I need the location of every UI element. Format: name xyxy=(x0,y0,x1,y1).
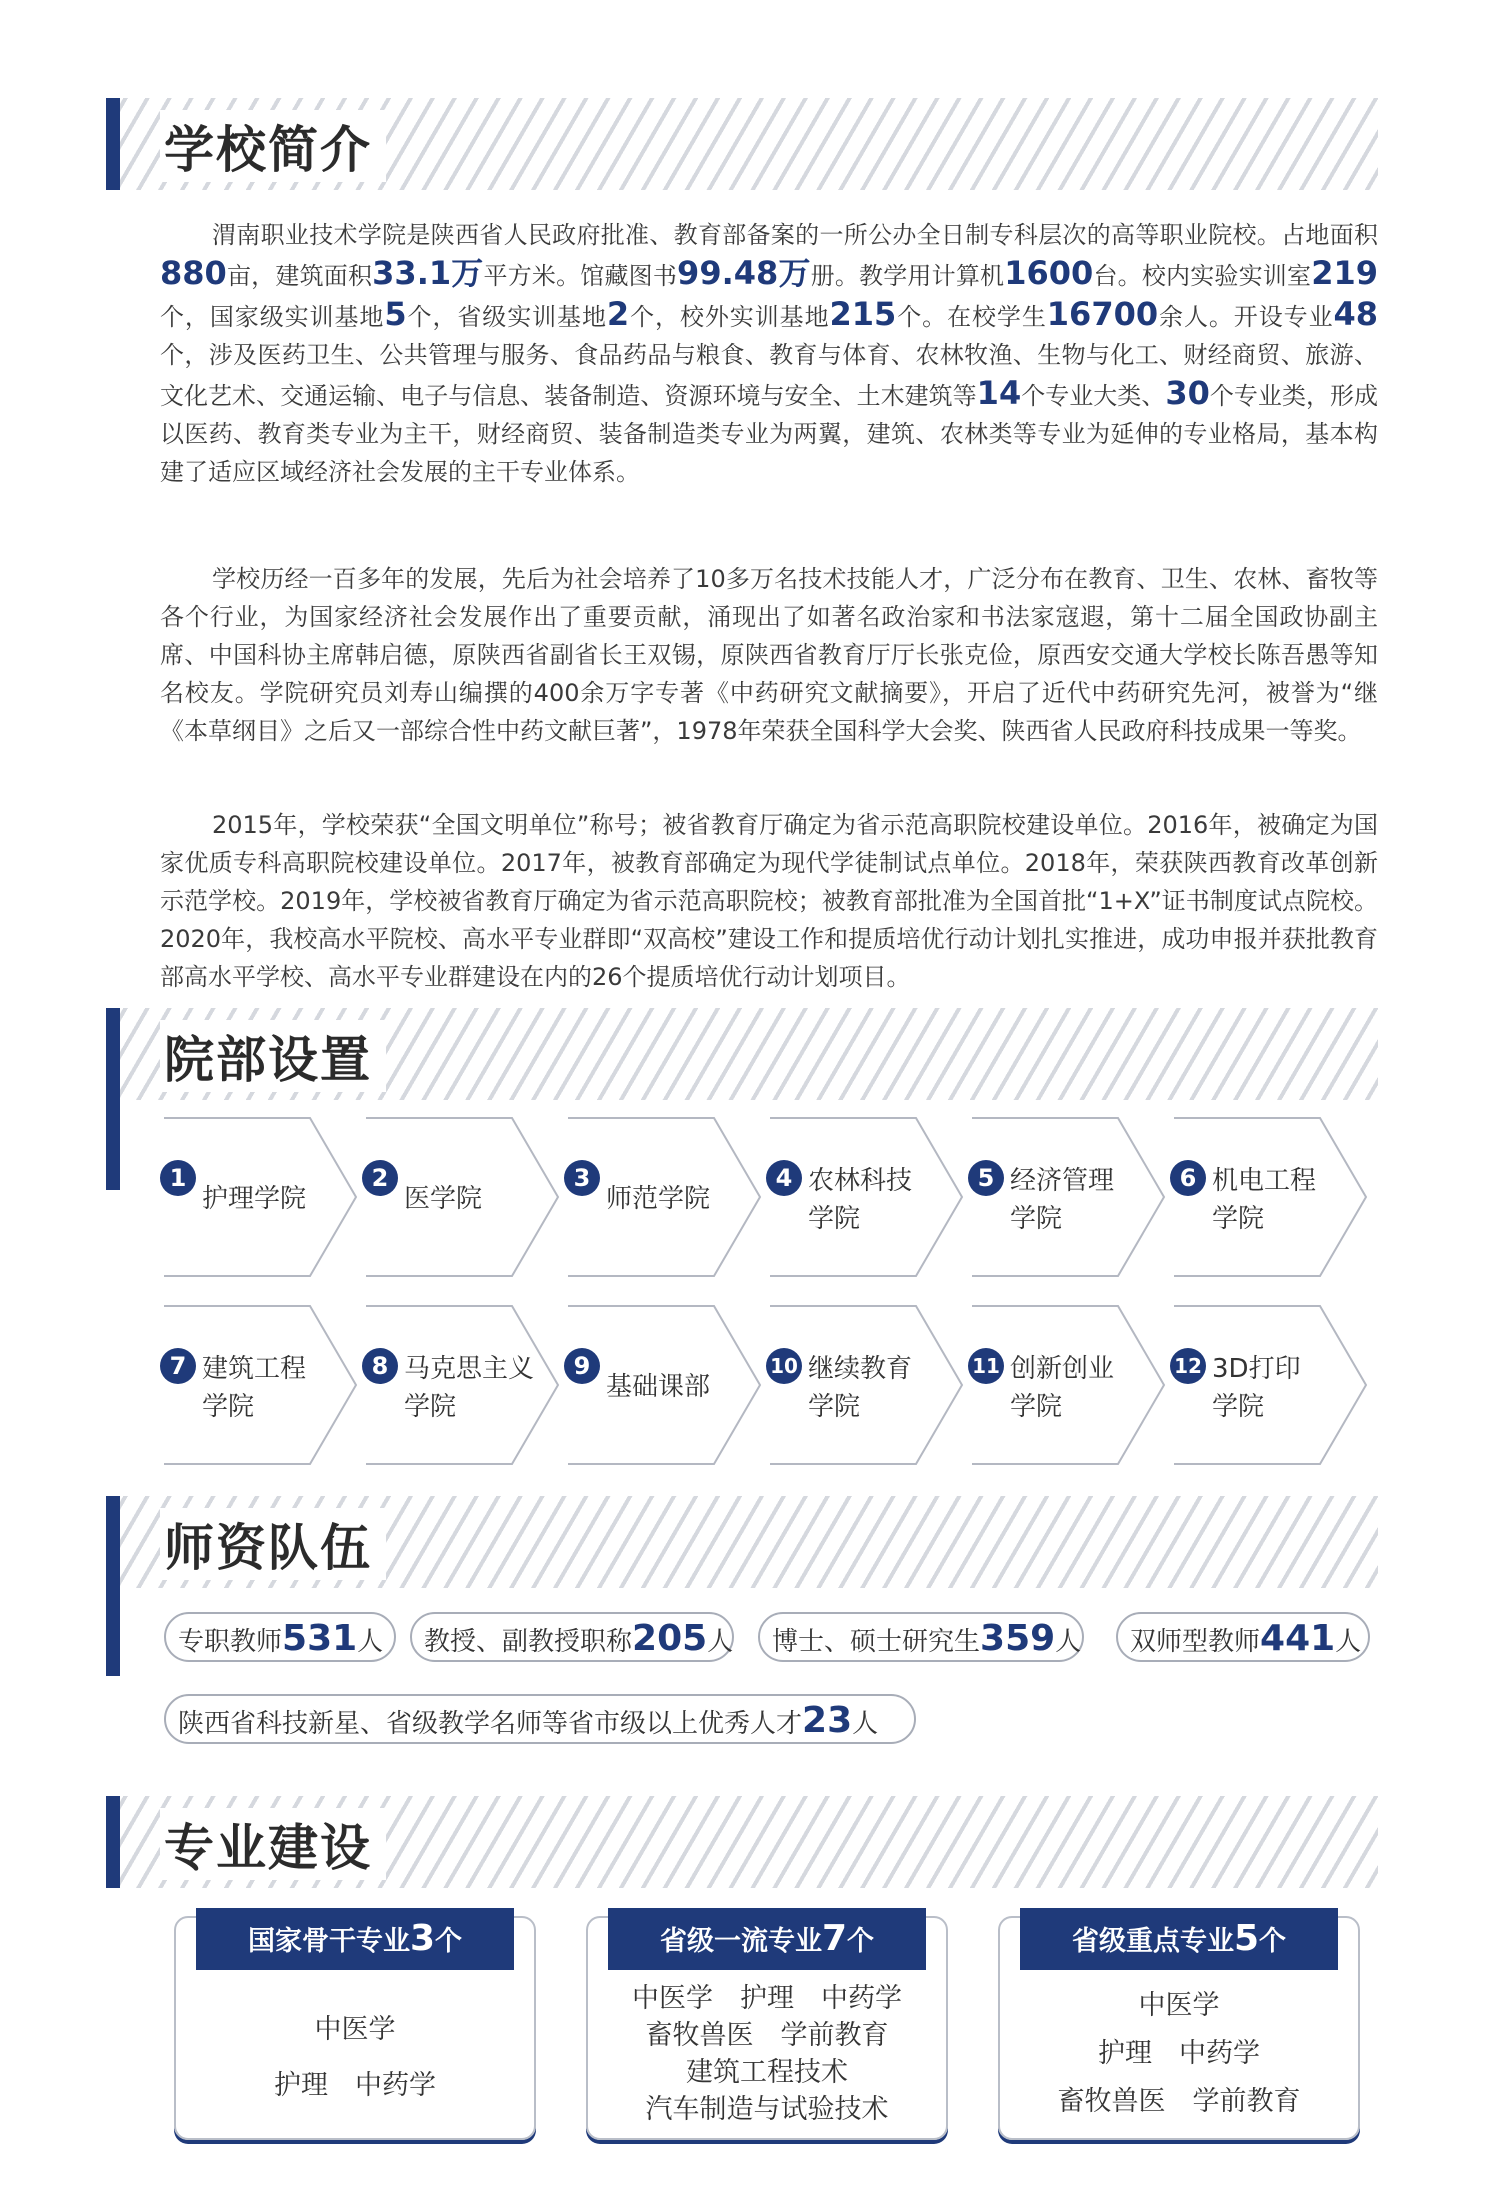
department-number-badge: 5 xyxy=(968,1160,1004,1196)
section-header-intro xyxy=(106,98,1378,190)
department-number-badge: 7 xyxy=(160,1348,196,1384)
department-name-line: 基础课部 xyxy=(606,1372,711,1402)
major-card-tag: 省级一流专业7个 xyxy=(608,1908,926,1970)
major-list-line: 护理 中药学 xyxy=(1098,2038,1260,2069)
department-name xyxy=(202,1350,352,1426)
department-item xyxy=(766,1300,966,1470)
department-name-line: 学院 xyxy=(1010,1204,1063,1234)
department-item xyxy=(160,1112,360,1282)
section-title: 学校简介 xyxy=(160,110,386,182)
accent-bar xyxy=(106,1008,120,1100)
department-name-line: 农林科技 xyxy=(808,1166,913,1196)
section-header-departments xyxy=(106,1008,1378,1100)
department-item xyxy=(968,1300,1168,1470)
major-card-tag: 省级重点专业5个 xyxy=(1020,1908,1338,1970)
department-name-line: 学院 xyxy=(1212,1392,1265,1422)
major-list xyxy=(176,2002,534,2114)
department-name-line: 护理学院 xyxy=(202,1184,307,1214)
department-name-line: 医学院 xyxy=(404,1184,483,1214)
department-number-badge: 8 xyxy=(362,1348,398,1384)
department-number-badge: 6 xyxy=(1170,1160,1206,1196)
major-card-provincial-key xyxy=(998,1916,1360,2140)
faculty-stat-professors: 教授、副教授职称205人 xyxy=(410,1612,734,1662)
department-item xyxy=(1170,1300,1370,1470)
section-title: 院部设置 xyxy=(160,1020,386,1092)
faculty-stat-fulltime: 专职教师531人 xyxy=(164,1612,396,1662)
department-item xyxy=(362,1300,562,1470)
department-name xyxy=(404,1180,554,1218)
accent-bar-extension xyxy=(106,1100,120,1190)
faculty-stat-talents: 陕西省科技新星、省级教学名师等省市级以上优秀人才23人 xyxy=(164,1694,916,1744)
department-name xyxy=(404,1350,554,1426)
department-item xyxy=(564,1112,764,1282)
major-list-line: 中医学 xyxy=(314,2014,396,2045)
intro-paragraph-1: 渭南职业技术学院是陕西省人民政府批准、教育部备案的一所公办全日制专科层次的高等职业院校。占地面积880亩，建筑面积33.1万平方米。馆藏图书99.48万册。教学用计算机1600台。校内实验实训室219个，国家级实训基地5个，省级实训基地2个，校外实训基地215个。在校学生16700余人。开设专业48个，涉及医药卫生、公共管理与服务、食品药品与粮食、教育与体育、农林牧渔、生物与化工、财经商贸、旅游、文化艺术、交通运输、电子与信息、装备制造、资源环境与安全、土木建筑等14个专业大类、30个专业类，形成以医药、教育类专业为主干，财经商贸、装备制造类专业为两翼，建筑、农林类等专业为延伸的专业格局，基本构建了适应区域经济社会发展的主干专业体系。 xyxy=(160,221,1379,486)
section-title: 专业建设 xyxy=(160,1808,386,1880)
department-number-badge: 12 xyxy=(1170,1348,1206,1384)
section-header-majors xyxy=(106,1796,1378,1888)
department-number-badge: 3 xyxy=(564,1160,600,1196)
major-card-tag: 国家骨干专业3个 xyxy=(196,1908,514,1970)
department-name xyxy=(1212,1350,1362,1426)
accent-bar xyxy=(106,98,120,190)
major-list-line: 中医学 护理 中药学 xyxy=(632,1983,902,2014)
department-item xyxy=(564,1300,764,1470)
major-list-line: 汽车制造与试验技术 xyxy=(645,2094,889,2125)
department-number-badge: 11 xyxy=(968,1348,1004,1384)
department-name xyxy=(1010,1162,1160,1238)
department-name xyxy=(808,1350,958,1426)
faculty-stat-graduates: 博士、硕士研究生359人 xyxy=(758,1612,1084,1662)
major-list-line: 畜牧兽医 学前教育 xyxy=(1057,2086,1301,2117)
department-item xyxy=(160,1300,360,1470)
intro-paragraph-3: 2015年，学校荣获“全国文明单位”称号；被省教育厅确定为省示范高职院校建设单位。2016年，被确定为国家优质专科高职院校建设单位。2017年，被教育部确定为现代学徒制试点单位。2018年，荣获陕西教育改革创新示范学校。2019年，学校被省教育厅确定为省示范高职院校；被教育部批准为全国首批“1+X”证书制度试点院校。2020年，我校高水平院校、高水平专业群即“双高校”建设工作和提质培优行动计划扎实推进，成功申报并获批教育部高水平学校、高水平专业群建设在内的26个提质培优行动计划项目。 xyxy=(160,811,1378,991)
department-number-badge: 4 xyxy=(766,1160,802,1196)
department-name-line: 学院 xyxy=(202,1392,255,1422)
major-list-line: 护理 中药学 xyxy=(274,2070,436,2101)
accent-bar xyxy=(106,1496,120,1588)
department-number-badge: 9 xyxy=(564,1348,600,1384)
department-name xyxy=(606,1180,756,1218)
major-list-line: 畜牧兽医 学前教育 xyxy=(645,2020,889,2051)
department-name-line: 3D打印 xyxy=(1212,1354,1301,1384)
department-name-line: 继续教育 xyxy=(808,1354,913,1384)
department-name xyxy=(202,1180,352,1218)
major-list xyxy=(1000,1982,1358,2126)
department-number-badge: 2 xyxy=(362,1160,398,1196)
major-list-line: 中医学 xyxy=(1138,1990,1220,2021)
department-name-line: 学院 xyxy=(404,1392,457,1422)
accent-bar xyxy=(106,1796,120,1888)
department-name-line: 机电工程 xyxy=(1212,1166,1317,1196)
major-card-national xyxy=(174,1916,536,2140)
accent-bar-extension xyxy=(106,1588,120,1676)
department-item xyxy=(362,1112,562,1282)
department-item xyxy=(968,1112,1168,1282)
department-name-line: 学院 xyxy=(808,1204,861,1234)
major-list xyxy=(588,1980,946,2128)
department-number-badge: 10 xyxy=(766,1348,802,1384)
department-item xyxy=(1170,1112,1370,1282)
department-name xyxy=(1010,1350,1160,1426)
section-title: 师资队伍 xyxy=(160,1508,386,1580)
major-list-line: 建筑工程技术 xyxy=(686,2057,848,2088)
department-name-line: 学院 xyxy=(1010,1392,1063,1422)
department-name-line: 学院 xyxy=(1212,1204,1265,1234)
department-item xyxy=(766,1112,966,1282)
intro-paragraph-2: 学校历经一百多年的发展，先后为社会培养了10多万名技术技能人才，广泛分布在教育、卫生、农林、畜牧等各个行业，为国家经济社会发展作出了重要贡献，涌现出了如著名政治家和书法家寇遐，第十二届全国政协副主席、中国科协主席韩启德，原陕西省副省长王双锡，原陕西省教育厅厅长张克俭，原西安交通大学校长陈吾愚等知名校友。学院研究员刘寿山编撰的400余万字专著《中药研究文献摘要》，开启了近代中药研究先河，被誉为“继《本草纲目》之后又一部综合性中药文献巨著”，1978年荣获全国科学大会奖、陕西省人民政府科技成果一等奖。 xyxy=(160,565,1378,745)
department-name-line: 建筑工程 xyxy=(202,1354,307,1384)
department-name xyxy=(606,1368,756,1406)
department-number-badge: 1 xyxy=(160,1160,196,1196)
department-name xyxy=(808,1162,958,1238)
section-header-faculty xyxy=(106,1496,1378,1588)
faculty-stat-dual: 双师型教师441人 xyxy=(1116,1612,1370,1662)
department-name-line: 学院 xyxy=(808,1392,861,1422)
department-name xyxy=(1212,1162,1362,1238)
department-name-line: 创新创业 xyxy=(1010,1354,1115,1384)
department-name-line: 马克思主义 xyxy=(404,1354,535,1384)
department-name-line: 经济管理 xyxy=(1010,1166,1115,1196)
department-name-line: 师范学院 xyxy=(606,1184,711,1214)
major-card-provincial-first-class xyxy=(586,1916,948,2140)
